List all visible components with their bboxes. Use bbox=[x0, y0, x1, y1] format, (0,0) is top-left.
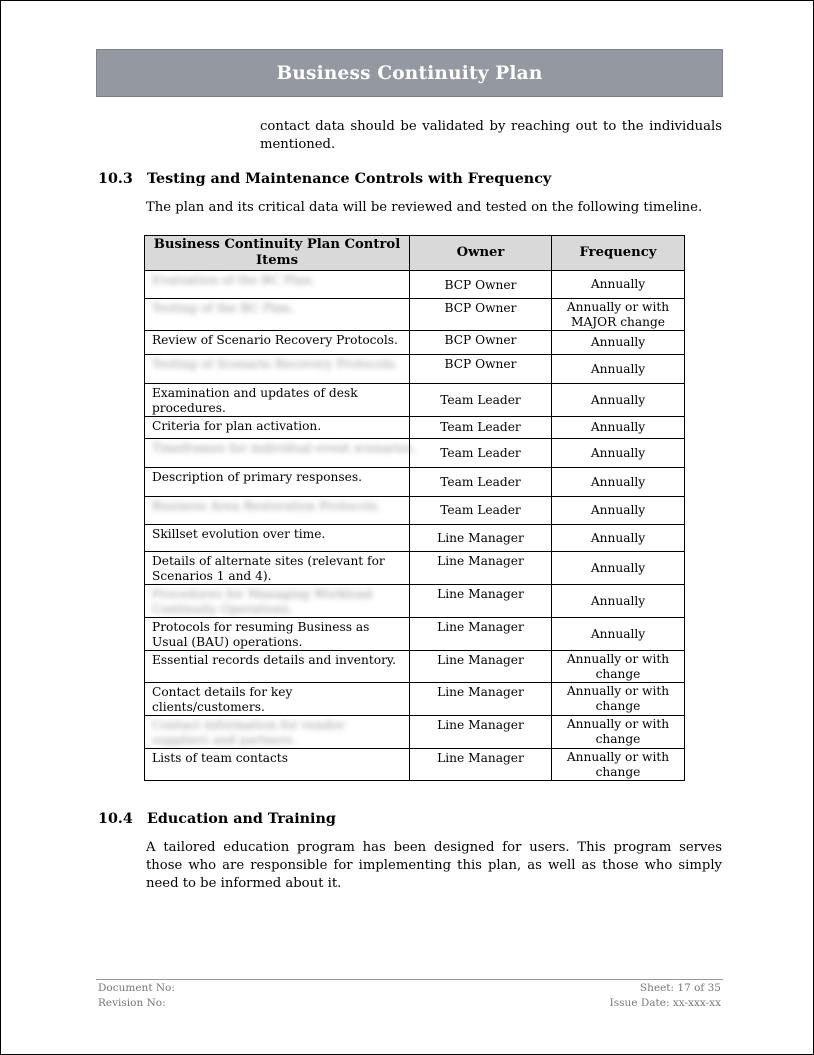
row-item bbox=[145, 271, 410, 299]
row-item: Lists of team contacts bbox=[145, 749, 410, 781]
row-owner: Line Manager bbox=[410, 525, 552, 552]
table-row bbox=[145, 749, 685, 781]
redacted-text: Testing of the BC Plan. bbox=[152, 301, 294, 315]
row-item: Protocols for resuming Business as Usual (BAU) operations. bbox=[145, 618, 410, 651]
row-item bbox=[145, 299, 410, 331]
document-title: Business Continuity Plan bbox=[276, 62, 543, 84]
row-frequency: Annually bbox=[552, 497, 685, 525]
row-owner: Line Manager bbox=[410, 749, 552, 781]
row-item: Skillset evolution over time. bbox=[145, 525, 410, 552]
intro-paragraph: contact data should be validated by reaching out to the individuals mentioned. bbox=[260, 119, 722, 152]
row-frequency: Annually bbox=[552, 384, 685, 417]
row-owner: Line Manager bbox=[410, 651, 552, 683]
redacted-text: Timeframes for individual event scenarios. bbox=[152, 441, 417, 455]
row-owner: BCP Owner bbox=[410, 331, 552, 355]
row-frequency: Annually bbox=[552, 417, 685, 439]
footer-right bbox=[610, 981, 721, 1011]
section-10-3-lead: The plan and its critical data will be reviewed and tested on the following timeline. bbox=[146, 200, 703, 215]
table-row bbox=[145, 716, 685, 749]
table-row bbox=[145, 651, 685, 683]
column-header-frequency: Frequency bbox=[552, 236, 685, 271]
row-frequency: Annually or with change bbox=[552, 651, 685, 683]
row-owner: Team Leader bbox=[410, 417, 552, 439]
column-header-item: Business Continuity Plan Control Items bbox=[145, 236, 410, 271]
footer-left bbox=[98, 981, 175, 1011]
row-frequency: Annually bbox=[552, 331, 685, 355]
redacted-text: Contact information for vendor suppliers and partners. bbox=[152, 718, 345, 747]
row-owner: Line Manager bbox=[410, 618, 552, 651]
section-10-4-body: A tailored education program has been designed for users. This program serves those who are responsible for implementing this plan, as well as those who simply need to be informed about it. bbox=[146, 840, 722, 891]
redacted-text: Evaluation of the BC Plan. bbox=[152, 273, 315, 287]
row-item: Essential records details and inventory. bbox=[145, 651, 410, 683]
table-header-row bbox=[145, 236, 685, 271]
section-10-3-heading bbox=[98, 171, 718, 191]
table-row bbox=[145, 525, 685, 552]
redacted-text: Procedures for Managing Workload Continuity Operations. bbox=[152, 587, 373, 616]
row-owner: Line Manager bbox=[410, 716, 552, 749]
sheet-number: Sheet: 17 of 35 bbox=[639, 982, 721, 994]
row-owner: BCP Owner bbox=[410, 271, 552, 299]
issue-date: Issue Date: xx-xxx-xx bbox=[609, 997, 721, 1009]
row-frequency: Annually bbox=[552, 439, 685, 468]
page-header-banner bbox=[96, 49, 723, 97]
row-frequency: Annually bbox=[552, 585, 685, 618]
row-item bbox=[145, 497, 410, 525]
redacted-text: Testing of Scenario Recovery Protocols. bbox=[152, 357, 399, 371]
row-item: Details of alternate sites (relevant for Scenarios 1 and 4). bbox=[145, 552, 410, 585]
row-frequency: Annually bbox=[552, 271, 685, 299]
table-row bbox=[145, 497, 685, 525]
table-row bbox=[145, 331, 685, 355]
table-row bbox=[145, 618, 685, 651]
row-owner: Line Manager bbox=[410, 552, 552, 585]
redacted-text: Business Area Restoration Protocols. bbox=[152, 499, 381, 513]
row-frequency: Annually bbox=[552, 525, 685, 552]
table-row bbox=[145, 355, 685, 384]
row-item bbox=[145, 439, 417, 468]
row-frequency: Annually bbox=[552, 355, 685, 384]
table-row bbox=[145, 552, 685, 585]
section-number: 10.4 bbox=[98, 811, 133, 827]
row-owner: Team Leader bbox=[410, 468, 552, 497]
row-frequency: Annually or with MAJOR change bbox=[552, 299, 685, 331]
row-frequency: Annually or with change bbox=[552, 716, 685, 749]
row-item: Description of primary responses. bbox=[145, 468, 410, 497]
row-item bbox=[145, 716, 410, 749]
section-title: Testing and Maintenance Controls with Frequency bbox=[147, 171, 552, 187]
revision-number-label: Revision No: bbox=[98, 997, 166, 1009]
table-row bbox=[145, 271, 685, 299]
footer-divider bbox=[96, 979, 723, 980]
row-frequency: Annually bbox=[552, 468, 685, 497]
row-item: Examination and updates of desk procedures. bbox=[145, 384, 410, 417]
row-owner: Line Manager bbox=[410, 585, 552, 618]
row-item: Contact details for key clients/customers. bbox=[145, 683, 410, 716]
row-owner: BCP Owner bbox=[410, 355, 552, 384]
section-number: 10.3 bbox=[98, 171, 133, 187]
row-owner: Line Manager bbox=[410, 683, 552, 716]
table-row bbox=[145, 384, 685, 417]
table-row bbox=[145, 585, 685, 618]
table-row bbox=[145, 468, 685, 497]
row-owner: BCP Owner bbox=[410, 299, 552, 331]
row-owner: Team Leader bbox=[410, 497, 552, 525]
row-item bbox=[145, 355, 410, 384]
column-header-owner: Owner bbox=[410, 236, 552, 271]
row-frequency: Annually or with change bbox=[552, 683, 685, 716]
row-item: Review of Scenario Recovery Protocols. bbox=[145, 331, 410, 355]
table-row bbox=[145, 683, 685, 716]
row-item: Criteria for plan activation. bbox=[145, 417, 410, 439]
row-owner: Team Leader bbox=[410, 439, 552, 468]
row-frequency: Annually bbox=[552, 552, 685, 585]
document-number-label: Document No: bbox=[98, 982, 175, 994]
table-row bbox=[145, 417, 685, 439]
row-frequency: Annually bbox=[552, 618, 685, 651]
row-owner: Team Leader bbox=[410, 384, 552, 417]
row-item bbox=[145, 585, 410, 618]
row-frequency: Annually or with change bbox=[552, 749, 685, 781]
section-10-4-heading bbox=[98, 811, 718, 831]
control-frequency-table bbox=[144, 235, 685, 781]
section-title: Education and Training bbox=[147, 811, 336, 827]
table-row bbox=[145, 439, 685, 468]
table-row bbox=[145, 299, 685, 331]
